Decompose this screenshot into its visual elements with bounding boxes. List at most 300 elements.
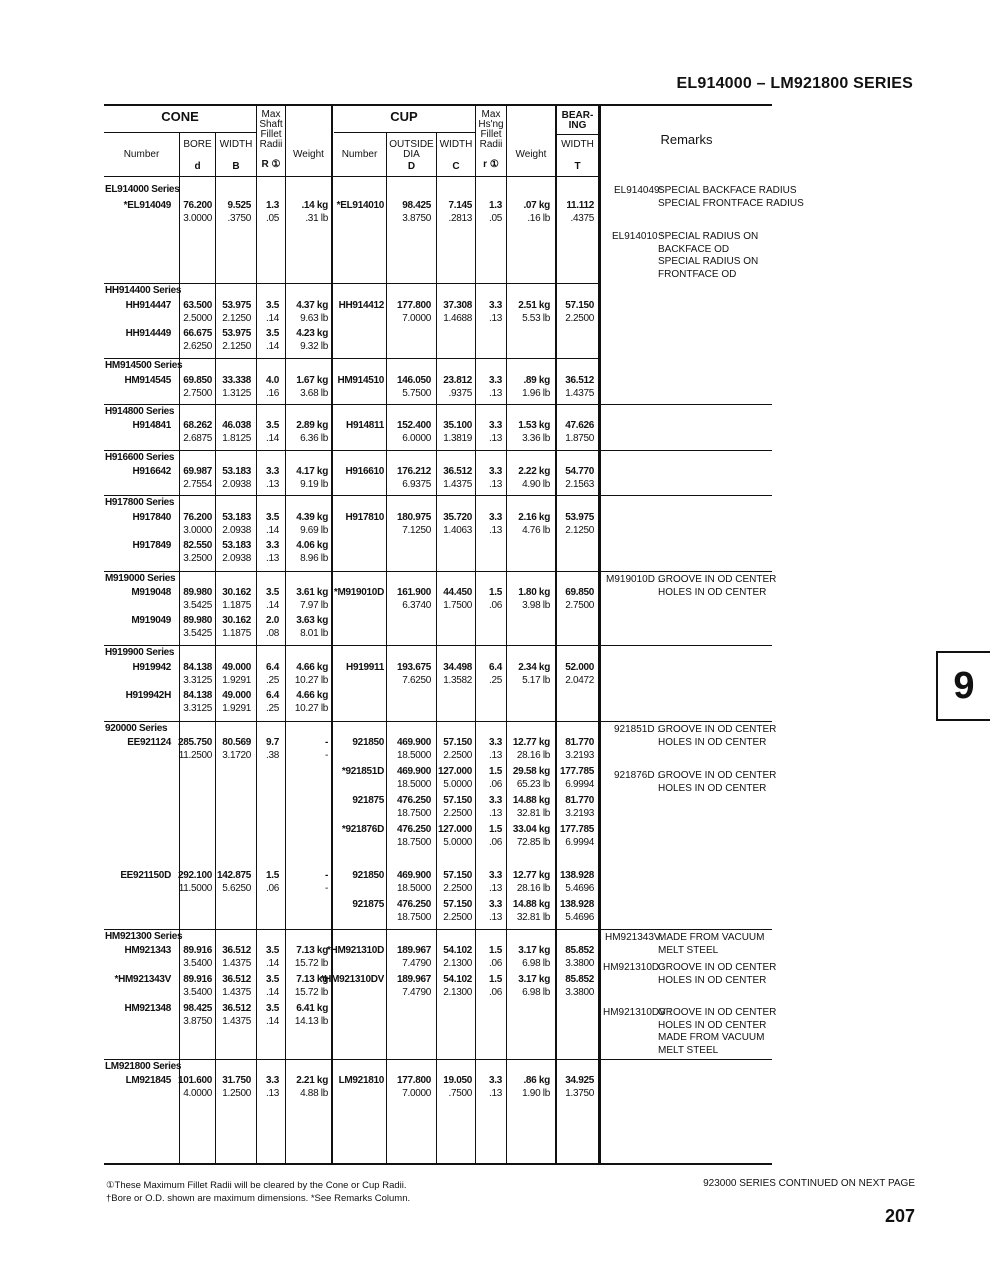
cup-weight-kg: 1.80 kg (518, 587, 550, 598)
shaft-radius-mm: 3.3 (265, 466, 279, 477)
hsng-radius-in: .06 (488, 600, 502, 611)
bearing-width-mm: 85.852 (565, 974, 594, 985)
cup-width-mm: 57.150 (443, 737, 472, 748)
outside-dia-mm: 98.425 (402, 200, 431, 211)
cone-weight-kg: 3.61 kg (296, 587, 328, 598)
cup-weight-lb: 1.90 lb (522, 1088, 550, 1099)
cup-width-mm: 57.150 (443, 870, 472, 881)
series-separator (104, 1059, 772, 1060)
cup-width-in: 5.0000 (443, 837, 472, 848)
hsng-radius-in: .13 (488, 883, 502, 894)
outside-dia-header: OUTSIDE DIA (389, 139, 434, 160)
bore-mm: 89.916 (183, 974, 212, 985)
cup-weight-lb: 5.17 lb (522, 675, 550, 686)
bearing-width-mm: 81.770 (565, 737, 594, 748)
cup-number: *921851D (341, 766, 384, 777)
shaft-radius-mm: 3.5 (265, 512, 279, 523)
hsng-radius-in: .06 (488, 779, 502, 790)
outside-dia-in: 5.7500 (402, 388, 431, 399)
cone-width-in: 1.3125 (222, 388, 251, 399)
bore-in: 3.3125 (183, 675, 212, 686)
shaft-radius-in: .13 (265, 479, 279, 490)
footnote-bore: †Bore or O.D. shown are maximum dimensions. *See Remarks Column. (106, 1193, 411, 1204)
cup-width-in: .2813 (448, 213, 472, 224)
cone-number: HM921343 (124, 945, 171, 956)
bearing-width-in: 1.3750 (565, 1088, 594, 1099)
bore-in: 3.5425 (183, 628, 212, 639)
cup-number: *921876D (341, 824, 384, 835)
shaft-radius-mm: 3.5 (265, 945, 279, 956)
col-divider (475, 105, 476, 1163)
hsng-radius-mm: 3.3 (488, 466, 502, 477)
cone-width-mm: 30.162 (222, 615, 251, 626)
cone-number: EE921150D (120, 870, 171, 881)
bearing-width-mm: 177.785 (559, 824, 594, 835)
cup-width-mm: 54.102 (443, 974, 472, 985)
remark-key: 921851D : (614, 724, 661, 735)
outside-dia-mm: 152.400 (396, 420, 431, 431)
cup-weight-kg: 14.88 kg (512, 899, 550, 910)
bearing-width-symbol: T (574, 161, 581, 172)
cone-width-in: 1.1875 (222, 600, 251, 611)
series-label: EL914000 Series (105, 184, 180, 195)
cone-width-mm: 53.183 (222, 540, 251, 551)
cone-width-in: .3750 (227, 213, 251, 224)
r-symbol: R ① (261, 159, 281, 170)
bore-mm: 98.425 (183, 1003, 212, 1014)
bearing-width-mm: 34.925 (565, 1075, 594, 1086)
cup-number: H914811 (346, 420, 384, 431)
hsng-radius-mm: 3.3 (488, 300, 502, 311)
cup-width-mm: 57.150 (443, 899, 472, 910)
remarks-header: Remarks (660, 132, 713, 147)
outside-dia-mm: 189.967 (396, 974, 431, 985)
bore-mm: 292.100 (177, 870, 212, 881)
hsng-radius-mm: 3.3 (488, 795, 502, 806)
cone-number: HM914545 (124, 375, 171, 386)
od-symbol: D (407, 161, 416, 172)
bore-in: 3.0000 (183, 525, 212, 536)
hsng-radius-mm: 3.3 (488, 870, 502, 881)
series-label: H917800 Series (105, 497, 175, 508)
hsng-radius-mm: 3.3 (488, 737, 502, 748)
outside-dia-in: 7.1250 (402, 525, 431, 536)
cup-weight-lb: 1.96 lb (522, 388, 550, 399)
cup-weight-lb: 65.23 lb (516, 779, 550, 790)
shaft-radius-in: .13 (265, 553, 279, 564)
shaft-radius-mm: 3.5 (265, 300, 279, 311)
cone-number: EE921124 (127, 737, 171, 748)
cup-number: HM914510 (337, 375, 384, 386)
footnote-fillet: ①These Maximum Fillet Radii will be cleared by the Cone or Cup Radii. (106, 1180, 407, 1191)
cup-weight-kg: 1.53 kg (518, 420, 550, 431)
shaft-radius-in: .08 (265, 628, 279, 639)
cup-weight-kg: 3.17 kg (518, 974, 550, 985)
r-small-symbol: r ① (483, 159, 499, 170)
cup-width-in: .7500 (448, 1088, 472, 1099)
shaft-radius-in: .14 (265, 341, 279, 352)
cone-weight-kg: 6.41 kg (296, 1003, 328, 1014)
hsng-radius-mm: 1.5 (488, 974, 502, 985)
remark-key: HM921310DV : (603, 1007, 672, 1018)
hsng-radius-mm: 1.3 (488, 200, 502, 211)
bore-mm: 76.200 (183, 200, 212, 211)
cone-number: H917849 (132, 540, 171, 551)
hsng-radius-mm: 3.3 (488, 899, 502, 910)
col-divider (386, 133, 387, 1163)
cup-weight-kg: 12.77 kg (512, 870, 550, 881)
series-label: LM921800 Series (105, 1061, 182, 1072)
cone-number: H919942 (132, 662, 171, 673)
series-label: M919000 Series (105, 573, 176, 584)
bearing-width-in: 3.3800 (565, 987, 594, 998)
hsng-radius-in: .13 (488, 1088, 502, 1099)
series-label: HM914500 Series (105, 360, 183, 371)
bore-mm: 89.916 (183, 945, 212, 956)
cup-weight-lb: 6.98 lb (522, 958, 550, 969)
outside-dia-mm: 189.967 (396, 945, 431, 956)
cone-width-mm: 31.750 (222, 1075, 251, 1086)
cone-weight-lb: 15.72 lb (294, 987, 328, 998)
cup-weight-lb: 28.16 lb (516, 750, 550, 761)
series-label: H916600 Series (105, 452, 175, 463)
cone-number: H917840 (132, 512, 171, 523)
outside-dia-mm: 177.800 (396, 1075, 431, 1086)
cone-width-mm: 36.512 (222, 974, 251, 985)
shaft-radius-in: .14 (265, 433, 279, 444)
bearing-width-in: 5.4696 (565, 912, 594, 923)
remark-text: GROOVE IN OD CENTER HOLES IN OD CENTER (658, 574, 777, 598)
shaft-radius-mm: 1.5 (265, 870, 279, 881)
shaft-radius-in: .25 (265, 703, 279, 714)
hsng-radius-in: .13 (488, 388, 502, 399)
cone-weight-kg: 4.06 kg (296, 540, 328, 551)
remark-key: HM921343V: (605, 932, 663, 943)
cup-width-in: 1.4375 (443, 479, 472, 490)
bearing-width-mm: 54.770 (565, 466, 594, 477)
cone-weight-lb: 15.72 lb (294, 958, 328, 969)
series-separator (104, 358, 600, 359)
outside-dia-mm: 193.675 (396, 662, 431, 673)
shaft-radius-mm: 3.3 (265, 1075, 279, 1086)
cone-weight-lb: 3.68 lb (300, 388, 328, 399)
cup-number: H917810 (345, 512, 384, 523)
cone-width-in: 1.4375 (222, 1016, 251, 1027)
shaft-radius-mm: 3.5 (265, 587, 279, 598)
cup-width-in: .9375 (448, 388, 472, 399)
cone-width-in: 5.6250 (222, 883, 251, 894)
bearing-width-mm: 57.150 (565, 300, 594, 311)
hsng-radius-in: .13 (488, 433, 502, 444)
bearing-width-mm: 138.928 (559, 870, 594, 881)
cup-width-mm: 127.000 (437, 824, 472, 835)
bore-in: 4.0000 (183, 1088, 212, 1099)
bore-in: 3.3125 (183, 703, 212, 714)
cone-number: H914841 (132, 420, 171, 431)
series-label: HM921300 Series (105, 931, 183, 942)
shaft-radius-in: .25 (265, 675, 279, 686)
cup-group-rule (334, 132, 475, 133)
bearing-width-mm: 52.000 (565, 662, 594, 673)
bearing-width-in: 5.4696 (565, 883, 594, 894)
section-tab: 9 (936, 651, 990, 721)
bore-in: 3.0000 (183, 213, 212, 224)
shaft-radius-mm: 3.5 (265, 328, 279, 339)
cone-header: CONE (161, 109, 199, 124)
remark-text: GROOVE IN OD CENTER HOLES IN OD CENTER MADE FROM VACUUM MELT STEEL (658, 1007, 777, 1056)
cup-weight-lb: 32.81 lb (516, 808, 550, 819)
shaft-radius-in: .16 (265, 388, 279, 399)
cup-width-in: 1.7500 (443, 600, 472, 611)
hsng-radius-mm: 3.3 (488, 375, 502, 386)
cup-number: *HM921310DV (320, 974, 384, 985)
hsng-radius-mm: 1.5 (488, 824, 502, 835)
cone-number: H919942H (125, 690, 171, 701)
cone-width-mm: 53.975 (222, 328, 251, 339)
cup-number: 921850 (352, 870, 384, 881)
cone-width-in: 1.9291 (222, 703, 251, 714)
shaft-radius-mm: 6.4 (265, 662, 279, 673)
cone-weight-kg: 4.66 kg (296, 662, 328, 673)
cup-weight-kg: 12.77 kg (512, 737, 550, 748)
cup-weight-lb: 3.36 lb (522, 433, 550, 444)
bearing-width-header: WIDTH (561, 139, 594, 150)
bearing-width-in: 2.1563 (565, 479, 594, 490)
cone-weight-lb: - (324, 750, 328, 761)
cone-width-mm: 33.338 (222, 375, 251, 386)
col-divider (285, 105, 286, 1163)
outside-dia-in: 7.4790 (402, 987, 431, 998)
outside-dia-in: 7.0000 (402, 313, 431, 324)
cup-weight-lb: 28.16 lb (516, 883, 550, 894)
shaft-radius-mm: 3.3 (265, 540, 279, 551)
hsng-radius-in: .13 (488, 313, 502, 324)
cone-weight-kg: 1.67 kg (296, 375, 328, 386)
series-label: H919900 Series (105, 647, 175, 658)
shaft-radius-mm: 3.5 (265, 420, 279, 431)
cone-width-mm: 46.038 (222, 420, 251, 431)
cone-width-in: 2.1250 (222, 341, 251, 352)
col-divider (436, 133, 437, 1163)
cup-width-mm: 35.100 (443, 420, 472, 431)
series-separator (104, 283, 600, 284)
shaft-radius-mm: 4.0 (265, 375, 279, 386)
hsng-radius-in: .05 (488, 213, 502, 224)
cup-width-mm: 34.498 (443, 662, 472, 673)
shaft-radius-in: .14 (265, 958, 279, 969)
cone-weight-kg: 4.66 kg (296, 690, 328, 701)
outside-dia-in: 18.5000 (396, 883, 431, 894)
remark-key: EL914049: (614, 185, 663, 196)
series-label: H914800 Series (105, 406, 175, 417)
bearing-width-mm: 81.770 (565, 795, 594, 806)
cup-width-in: 2.1300 (443, 987, 472, 998)
hsng-radius-mm: 3.3 (488, 512, 502, 523)
bearing-width-in: .4375 (570, 213, 594, 224)
outside-dia-in: 18.7500 (396, 912, 431, 923)
bore-mm: 68.262 (183, 420, 212, 431)
cup-width-in: 2.2500 (443, 808, 472, 819)
col-divider (506, 105, 507, 1163)
outside-dia-in: 7.6250 (402, 675, 431, 686)
hsng-radius-in: .13 (488, 750, 502, 761)
col-divider (256, 105, 257, 1163)
outside-dia-mm: 180.975 (396, 512, 431, 523)
outside-dia-in: 7.4790 (402, 958, 431, 969)
cone-number: *EL914049 (123, 200, 171, 211)
cone-weight-lb: 8.96 lb (300, 553, 328, 564)
cup-weight-lb: 5.53 lb (522, 313, 550, 324)
bore-mm: 82.550 (183, 540, 212, 551)
shaft-radius-in: .14 (265, 987, 279, 998)
series-label: HH914400 Series (105, 285, 182, 296)
shaft-radius-mm: 3.5 (265, 974, 279, 985)
bore-in: 3.2500 (183, 553, 212, 564)
outside-dia-mm: 146.050 (396, 375, 431, 386)
remark-text: GROOVE IN OD CENTER HOLES IN OD CENTER (658, 962, 777, 986)
bearing-width-mm: 36.512 (565, 375, 594, 386)
max-shaft-header: Max Shaft Fillet Radii (259, 109, 283, 150)
cone-number: HH914449 (125, 328, 171, 339)
col-divider-thick (555, 105, 557, 1163)
shaft-radius-mm: 2.0 (265, 615, 279, 626)
bore-mm: 63.500 (183, 300, 212, 311)
cone-weight-lb: 9.19 lb (300, 479, 328, 490)
page-number: 207 (884, 1206, 915, 1226)
cone-weight-kg: .14 kg (301, 200, 328, 211)
bearing-width-in: 2.2500 (565, 313, 594, 324)
cup-weight-kg: 29.58 kg (512, 766, 550, 777)
cup-width-in: 2.2500 (443, 883, 472, 894)
bore-in: 3.5400 (183, 958, 212, 969)
cone-width-mm: 36.512 (222, 1003, 251, 1014)
cup-weight-lb: 3.98 lb (522, 600, 550, 611)
bore-mm: 84.138 (183, 662, 212, 673)
outside-dia-mm: 176.212 (396, 466, 431, 477)
bore-in: 3.5400 (183, 987, 212, 998)
outside-dia-in: 18.5000 (396, 779, 431, 790)
cup-width-in: 1.4688 (443, 313, 472, 324)
cup-weight-lb: .16 lb (527, 213, 550, 224)
outside-dia-mm: 177.800 (396, 300, 431, 311)
shaft-radius-mm: 6.4 (265, 690, 279, 701)
outside-dia-in: 18.5000 (396, 750, 431, 761)
bore-mm: 101.600 (177, 1075, 212, 1086)
cup-width-in: 1.3819 (443, 433, 472, 444)
cup-width-mm: 127.000 (437, 766, 472, 777)
cone-weight-lb: 9.69 lb (300, 525, 328, 536)
shaft-radius-in: .14 (265, 600, 279, 611)
shaft-radius-in: .38 (265, 750, 279, 761)
col-divider-thick (598, 105, 601, 1163)
series-separator (104, 929, 772, 930)
outside-dia-in: 6.3740 (402, 600, 431, 611)
series-separator (104, 721, 772, 722)
cone-number: HH914447 (125, 300, 171, 311)
bearing-width-in: 1.8750 (565, 433, 594, 444)
remark-key: HM921310D : (603, 962, 665, 973)
cone-width-in: 1.4375 (222, 987, 251, 998)
outside-dia-mm: 476.250 (396, 824, 431, 835)
bore-mm: 89.980 (183, 615, 212, 626)
series-label: 920000 Series (105, 723, 168, 734)
hsng-radius-in: .13 (488, 912, 502, 923)
bore-mm: 69.987 (183, 466, 212, 477)
cone-number: M919049 (131, 615, 171, 626)
cone-number: LM921845 (125, 1075, 171, 1086)
page-title: EL914000 – LM921800 SERIES (676, 75, 913, 92)
series-separator (104, 571, 772, 572)
bearing-width-in: 3.2193 (565, 750, 594, 761)
cone-weight-lb: 8.01 lb (300, 628, 328, 639)
cone-weight-lb: - (324, 883, 328, 894)
bearing-width-mm: 177.785 (559, 766, 594, 777)
hsng-radius-in: .06 (488, 837, 502, 848)
remark-text: GROOVE IN OD CENTER HOLES IN OD CENTER (658, 724, 777, 748)
cup-weight-kg: 33.04 kg (512, 824, 550, 835)
bearing-width-mm: 69.850 (565, 587, 594, 598)
outside-dia-mm: 161.900 (396, 587, 431, 598)
cup-weight-lb: 32.81 lb (516, 912, 550, 923)
cone-group-rule (104, 132, 256, 133)
cup-width-in: 5.0000 (443, 779, 472, 790)
cone-width-mm: 53.975 (222, 300, 251, 311)
remark-key: EL914010 : (612, 231, 664, 242)
cone-width-in: 2.0938 (222, 525, 251, 536)
cup-width-in: 2.1300 (443, 958, 472, 969)
cone-width-in: 1.4375 (222, 958, 251, 969)
cup-number: 921875 (352, 795, 384, 806)
outside-dia-in: 18.7500 (396, 837, 431, 848)
remark-text: SPECIAL RADIUS ON BACKFACE OD SPECIAL RADIUS ON FRONTFACE OD (658, 231, 759, 280)
bore-mm: 285.750 (177, 737, 212, 748)
cup-weight-lb: 72.85 lb (516, 837, 550, 848)
cup-weight-lb: 4.76 lb (522, 525, 550, 536)
outside-dia-in: 6.0000 (402, 433, 431, 444)
shaft-radius-mm: 3.5 (265, 1003, 279, 1014)
cup-weight-lb: 4.90 lb (522, 479, 550, 490)
cone-number: H916642 (132, 466, 171, 477)
outside-dia-in: 3.8750 (402, 213, 431, 224)
continued-note: 923000 SERIES CONTINUED ON NEXT PAGE (703, 1178, 915, 1189)
cup-width-in: 2.2500 (443, 750, 472, 761)
cup-number: *EL914010 (336, 200, 384, 211)
cup-weight-kg: 2.51 kg (518, 300, 550, 311)
outside-dia-mm: 476.250 (396, 795, 431, 806)
cone-width-mm: 49.000 (222, 662, 251, 673)
cup-width-mm: 37.308 (443, 300, 472, 311)
outside-dia-in: 18.7500 (396, 808, 431, 819)
cup-weight-kg: .86 kg (523, 1075, 550, 1086)
cone-width-in: 1.9291 (222, 675, 251, 686)
cup-weight-kg: 3.17 kg (518, 945, 550, 956)
cup-number: LM921810 (338, 1075, 384, 1086)
cone-width-in: 1.2500 (222, 1088, 251, 1099)
remark-key: 921876D : (614, 770, 661, 781)
cup-number: H916610 (345, 466, 384, 477)
hsng-radius-in: .13 (488, 808, 502, 819)
outside-dia-mm: 469.900 (396, 870, 431, 881)
hsng-radius-in: .13 (488, 479, 502, 490)
cone-width-in: 1.8125 (222, 433, 251, 444)
bore-header: BORE (183, 139, 212, 150)
cone-width-mm: 53.183 (222, 512, 251, 523)
cup-number: 921850 (352, 737, 384, 748)
cup-number: H919911 (346, 662, 384, 673)
cup-weight-kg: 14.88 kg (512, 795, 550, 806)
bearing-width-in: 3.2193 (565, 808, 594, 819)
cup-weight-kg: 2.16 kg (518, 512, 550, 523)
